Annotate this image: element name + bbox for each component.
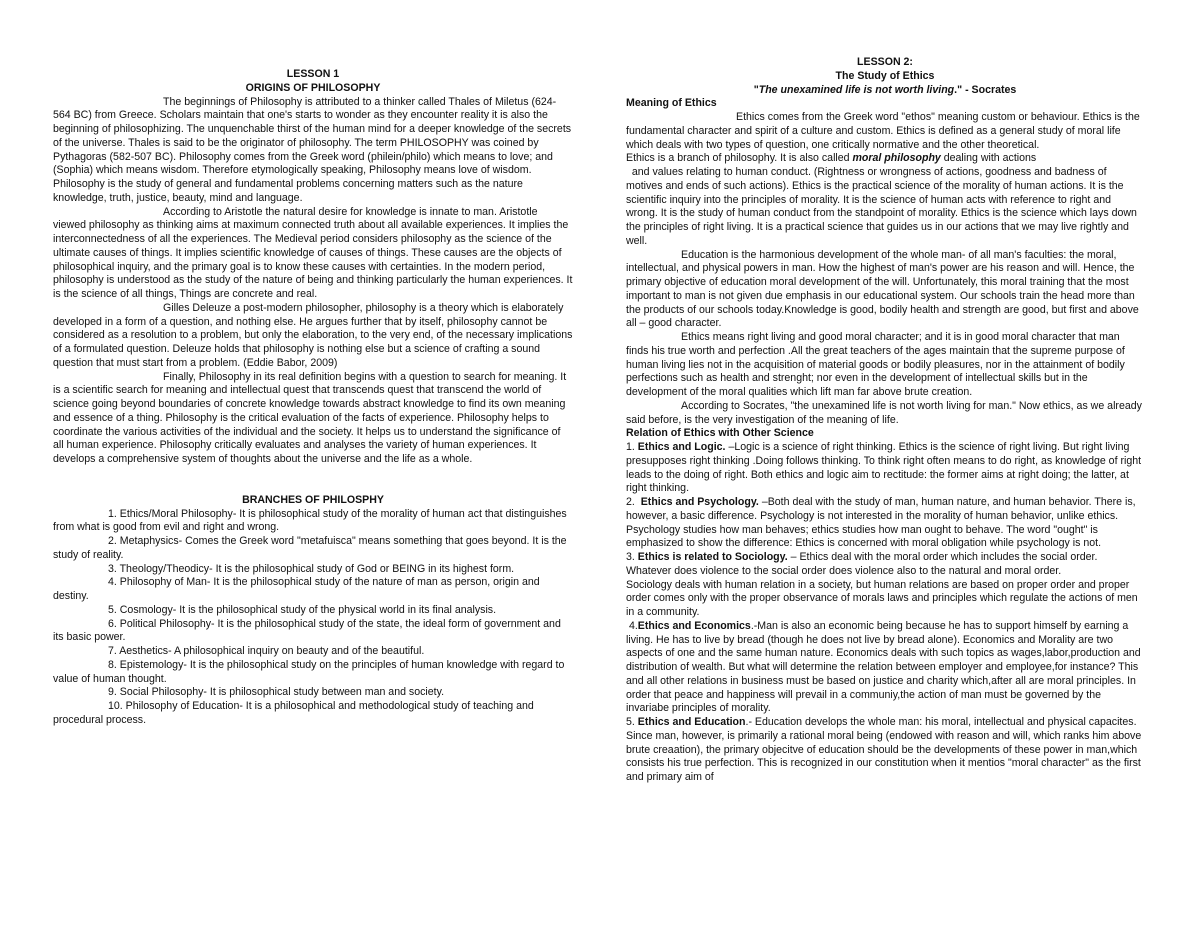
meaning-heading: Meaning of Ethics	[626, 97, 717, 110]
meaning-p2-start: Ethics is a branch of philosophy. It is also called	[626, 152, 853, 165]
relation-title: Ethics and Economics	[637, 619, 751, 632]
branch-item-6: 6. Political Philosophy- It is the philosophical study of the state, the ideal form of government and its basic power.	[53, 617, 561, 644]
branch-item-2: 2. Metaphysics- Comes the Greek word "metafuisca" means something that goes beyond. It is the study of reality.	[53, 535, 567, 561]
quote-text: The unexamined life is not worth living	[758, 83, 955, 96]
quote-attribution: ." - Socrates	[954, 83, 1017, 96]
relation-item-1	[626, 441, 1144, 496]
relation-text: –Logic is a science of right thinking. Ethics is the science of right living. But right living presupposes right thinking .Doing follows thinking. To think right often means to do right, as knowledge of right leads to the doing of right. Both ethics and logic aim to rectitude: the former aims at right doing; the latter, at right thinking.	[626, 441, 1142, 495]
relation-text: .- Education develops the whole man: his moral, intellectual and physical capacites. Since man, however, is primarily a rational moral being (endowed with reason and will, which ranks him above brute creaation), the primary objecitve of education should be the developments of these power in man,which consists his true perfection. This is recognized in our constitution when it mentios "moral character" as the first and primary aim of	[626, 716, 1142, 783]
relation-title: Ethics and Logic.	[637, 441, 726, 453]
relation-num: 5.	[626, 716, 638, 728]
meaning-paragraph-1: Ethics comes from the Greek word "ethos" meaning custom or behaviour. Ethics is the fundamental character and spirit of a culture and custom. Ethics is defined as a general study of moral life which deals with two types of question, one critically normative and the other theoretical.	[626, 111, 1140, 151]
relation-num: 3.	[626, 551, 638, 563]
relation-text: – Ethics deal with the moral order which includes the social order. Whatever does violence to the social order does violence also to the natural and moral order.	[626, 551, 1098, 577]
branch-item-8: 8. Epistemology- It is the philosophical study on the principles of human knowledge with regard to value of human thought.	[53, 658, 565, 685]
lesson1-paragraph-2: According to Aristotle the natural desire for knowledge is innate to man. Aristotle viewed philosophy as thinking aims at maximum connected truth about all available experiences. It implies the interconnectedness of all the experiences. The Medieval period considers philosophy as the science of the ultimate causes of things. It implies scientific knowledge of causes of things. These causes are the objects of philosophical inquiry, and the primary goal is to know these causes with certainties. In the modern period, philosophy is understood as the study of the nature of being and thinking particularly the human experiences. It is the science of all things, Things are concrete and real.	[53, 205, 573, 300]
lesson1-paragraph-3: Gilles Deleuze a post-modern philosopher, philosophy is a theory which is elaborately developed in a form of a question, and nothing else. He argues further that by itself, philosophy cannot be considered as a resolution to a problem, but only the elaboration, to the very end, of the necessary implications of a formulated question. Deleuze holds that philosophy is nothing else but a science of crafting a sound question that must start from a problem. (Eddie Babor, 2009)	[53, 301, 573, 369]
relation-text: Sociology deals with human relation in a society, but human relations are based on proper order and proper order comes only with the proper observance of morals laws and principles which regulate the actions of men in a community.	[626, 578, 1138, 618]
relation-item-4	[626, 620, 1144, 716]
lesson2-title: LESSON 2:	[857, 56, 913, 68]
relation-title: Ethics and Psychology.	[640, 496, 759, 508]
meaning-p2-end: dealing with actions	[940, 152, 1037, 165]
relation-item-3	[626, 551, 1144, 579]
quote-open: "	[753, 83, 759, 96]
socrates-quote	[626, 84, 1144, 98]
relation-item-2	[626, 496, 1144, 551]
relation-num: 4.	[626, 619, 638, 632]
relation-item-sociology-note	[626, 579, 1144, 620]
meaning-paragraph-5: Ethics means right living and good moral character; and it is in good moral character that man finds his true worth and perfection .All the great teachers of the ages maintain that the supreme purpose of human living lies not in the acquisition of material goods or bodily pleasures, nor in the attainment of bodily perfections such as health and strenght; nor even in the development of intellectual skills but in the development of the moral qualities which lift man far above brute creation.	[626, 331, 1125, 398]
lesson2-subtitle: The Study of Ethics	[835, 69, 935, 82]
branch-item-3: 3. Theology/Theodicy- It is the philosophical study of God or BEING in its highest form.	[108, 562, 515, 575]
right-column	[626, 56, 1144, 785]
relation-heading: Relation of Ethics with Other Science	[626, 427, 814, 440]
meaning-paragraph-4: Education is the harmonious development of the whole man- of all man's faculties: the moral, intellectual, and physical powers in man. How the highest of man's power are his reason and will. Hence, the primary objective of education moral development of the will. Unfortunately, this moral training that the most important to man is not given due emphasis in our educational system. Our schools train the head more than the products of our schools today.Knowledge is good, bodily health and strength are good, but first and above all – good character.	[626, 248, 1139, 330]
branch-item-10: 10. Philosophy of Education- It is a philosophical and methodological study of teaching and procedural process.	[53, 700, 534, 726]
left-column	[53, 68, 573, 728]
branch-item-9: 9. Social Philosophy- It is philosophical study between man and society.	[108, 686, 445, 699]
meaning-paragraph-3: and values relating to human conduct. (Rightness or wrongness of actions, goodness and badness of motives and ends of such actions). Ethics is the practical science of the morality of human actions. It is the scientific inquiry into the principles of morality. It is the science of human acts with reference to right and wrong. It is the study of human conduct from the standpoint of morality. Ethics is the science which lays down the principles of right living. It is a practical science that guides us in our actions that we may live rightly and well.	[626, 166, 1140, 247]
lesson1-paragraph-1: The beginnings of Philosophy is attributed to a thinker called Thales of Miletus (624- 564 BC) from Greece. Scholars maintain that one's starts to wonder as they encounter reality it is also the beginning of philosophizing. The unquenchable thirst of the human mind for a deeper knowledge of the secrets of the universe. Thales is said to be the originator of philosophy. The term PHILOSOPHY was coined by Pythagoras (582-507 BC). Philosophy comes from the Greek word (philein/philo) which means to love; and (Sophia) which means wisdom. Therefore etymologically speaking, Philosophy means love of wisdom. Philosophy is the study of general and fundamental problems concerning matters such as the nature knowledge, truth, justice, beauty, mind and language.	[53, 95, 572, 204]
lesson1-paragraph-4: Finally, Philosophy in its real definition begins with a question to search for meaning. It is a scientific search for meaning and intellectual quest that transcends quest that transcend the world of science going beyond boundaries of concrete knowledge towards abstract knowledge to find its own meaning and essence of a thing. Philosophy is the critical evaluation of the facts of experience. Philosophy helps to coordinate the various activities of the individual and the society. It helps us to understand the significance of all human experience. Philosophy critically evaluates and analyses the variety of human experiences. It develops a comprehensive system of thoughts about the universe and the life as a whole.	[53, 370, 567, 465]
meaning-paragraph-6: According to Socrates, "the unexamined life is not worth living for man." Now ethics, as we already said before, is the very investigation of the meaning of life.	[626, 399, 1142, 426]
branch-item-5: 5. Cosmology- It is the philosophical study of the physical world in its final analysis.	[108, 603, 497, 616]
relation-item-5	[626, 716, 1144, 785]
moral-philosophy-term: moral philosophy	[852, 152, 941, 165]
branches-title: BRANCHES OF PHILOSPHY	[242, 493, 384, 506]
relation-title: Ethics and Education	[637, 716, 746, 728]
relation-num: 1.	[626, 441, 638, 453]
relation-text: .-Man is also an economic being because he has to support himself by earning a living. He has to live by bread (though he does not live by bread alone). Economics and Morality are two aspects of one and the same human nature. Economics deals with such topics as wages,labor,production and distribution of wealth. But what will determine the relation between employer and employee,for instance? This and all other relations in business must be based on justice and charity which,after all are moral principles. In order that peace and happiness will prevail in a communiy,the action of man must be governed by the invariabe principles of morality.	[626, 619, 1141, 715]
lesson1-subtitle: ORIGINS OF PHILOSOPHY	[245, 81, 381, 94]
branch-item-7: 7. Aesthetics- A philosophical inquiry on beauty and of the beautiful.	[108, 645, 425, 657]
branch-item-1: 1. Ethics/Moral Philosophy- It is philosophical study of the morality of human act that distinguishes from what is good from evil and right and wrong.	[53, 507, 567, 534]
branch-item-4: 4. Philosophy of Man- It is the philosophical study of the nature of man as person, origin and destiny.	[53, 576, 540, 602]
relation-title: Ethics is related to Sociology.	[637, 551, 788, 563]
meaning-paragraph-2	[626, 152, 1144, 166]
relation-text: –Both deal with the study of man, human nature, and human behavior. There is, however, a basic difference. Psychology is not interested in the morality of human behavior, unlike ethics. Psychology studies how man behaves; ethics studies how man ought to behave. The word "ought" is emphasized to show the difference: Ethics is concerned with moral obligation while psychology is not.	[626, 496, 1136, 550]
lesson1-title: LESSON 1	[286, 68, 340, 80]
relation-num: 2.	[626, 496, 641, 508]
